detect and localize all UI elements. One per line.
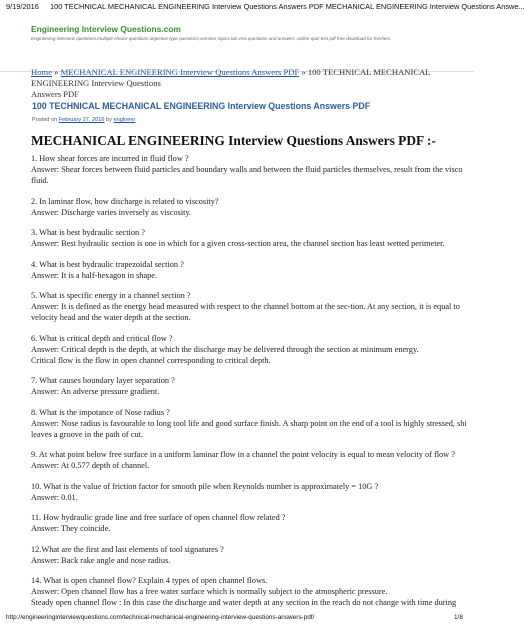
breadcrumb-current-cont: Answers PDF [31,89,79,99]
qa-item [31,290,474,323]
breadcrumb-separator: » [299,67,308,77]
qa-item [31,333,474,366]
question-text: 1. How shear forces are incurred in fluid flow ? [31,154,189,163]
question-text: 4. What is best hydraulic trapezoidal section ? [31,259,184,269]
question-text: 10. What is the value of friction factor for smooth pile when Reynolds number is approximately = 10G ? [31,481,379,491]
post-title-link[interactable]: 100 TECHNICAL MECHANICAL ENGINEERING Interview Questions Answers PDF [32,101,371,111]
answer-text: fluid. [31,176,49,185]
print-page-number: 1/8 [454,614,463,621]
question-text: 14. What is open channel flow? Explain 4 types of open channel flows. [31,576,268,585]
print-url: http://engineeringinterviewquestions.com/technical-mechanical-engineering-interview-questions-answers-pdf/ [6,614,315,621]
qa-item [31,407,474,440]
qa-item [31,544,474,566]
qa-item [31,375,474,397]
print-document-title: 100 TECHNICAL MECHANICAL ENGINEERING Interview Questions Answers PDF MECHANICAL ENGINEERING Interview Questions Answe... [50,2,525,11]
question-text: 5. What is specific energy in a channel section ? [31,291,191,300]
site-tagline: Engineering interview questions,multiple choice questions,objective type questions,seminor topics,lab viva questions and answers ,online quiz test pdf free download for freshers. [31,36,392,41]
pdf-print-header [4,0,525,14]
qa-item [31,449,474,471]
answer-text: Answer: An adverse pressure gradient. [31,387,160,396]
answer-text: Answer: Discharge varies inversely as viscosity. [31,207,192,217]
answer-text: Answer: Critical depth is the depth, at which the discharge may be delivered through the section at minimum energy. [31,344,419,354]
question-text: 6. What is critical depth and critical flow ? [31,333,173,343]
answer-text: Answer: Shear forces between fluid particles and boundary walls and between the fluid particles themselves, result from the visco [31,165,463,174]
answer-text: velocity head and the water depth at the section. [31,313,191,322]
by-label: by [106,117,112,123]
qa-item [31,227,474,249]
posted-on-label: Posted on [32,117,58,123]
breadcrumb-separator: » [52,67,61,77]
answer-text: Answer: 0.01. [31,492,78,502]
answer-text: Answer: Best hydraulic section is one in which for a given cross-section area, the channel section has least wetted perimeter. [31,239,445,248]
answer-text: Answer: At 0.577 depth of channel. [31,461,150,470]
breadcrumb-current: 100 TECHNICAL MECHANICAL ENGINEERING Interview Questions [31,67,431,88]
breadcrumb [31,67,474,100]
breadcrumb-home-link[interactable]: Home [31,67,53,77]
breadcrumb-category-link[interactable]: MECHANICAL ENGINEERING Interview Questions Answers PDF [60,67,300,77]
question-text: 11. How hydraulic grade line and free surface of open channel flow related ? [31,513,286,522]
question-text: 8. What is the impotance of Nose radius ? [31,407,170,417]
qa-list [31,153,474,618]
post-meta [32,117,135,123]
post-author-link[interactable]: engineer [113,117,136,123]
pdf-print-footer [4,614,470,626]
content-heading: MECHANICAL ENGINEERING Interview Questions Answers PDF :- [31,133,436,148]
qa-item [31,512,474,534]
site-logo-link[interactable]: Engineering Interview Questions.com [31,24,181,34]
qa-item [31,575,474,608]
answer-text: Critical flow is the flow in open channel corresponding to critical depth. [31,355,271,365]
question-text: 2. In laminar flow, how discharge is related to viscosity? [31,196,219,206]
qa-item [31,259,474,281]
qa-item [31,196,474,218]
answer-text: leaves a groove in the path of cut. [31,429,143,439]
answer-text: Answer: Nose radius is favourable to long tool life and good surface finish. A sharp point on the end of a tool is highly stressed, shi [31,418,467,428]
qa-item [31,153,474,186]
answer-text: Answer: They coincide. [31,524,111,533]
print-date: 9/19/2016 [6,2,39,11]
answer-text: Steady open channel flow : In this case the discharge and water depth at any section in the reach do not change with time during [31,598,457,607]
answer-text: Answer: It is defined as the energy head measured with respect to the channel bottom at the sec-tion. At any section, it is equal to [31,302,460,311]
question-text: 7. What causes boundary layer separation ? [31,376,175,385]
answer-text: Answer: Back rake angle and nose radius. [31,555,171,565]
question-text: 12.What are the first and last elements of tool signatures ? [31,544,224,554]
qa-item [31,481,474,503]
answer-text: Answer: Open channel flow has a free water surface which is normally subject to the atmospheric pressure. [31,587,388,596]
post-date-link[interactable]: February 27, 2016 [58,117,105,123]
question-text: 9. At what point below free surface in a uniform laminar flow in a channel the point velocity is equal to mean velocity of flow ? [31,450,455,459]
answer-text: Answer: It is a half-hexagon in shape. [31,270,158,280]
question-text: 3. What is best hydraulic section ? [31,228,145,237]
site-banner [0,22,474,50]
